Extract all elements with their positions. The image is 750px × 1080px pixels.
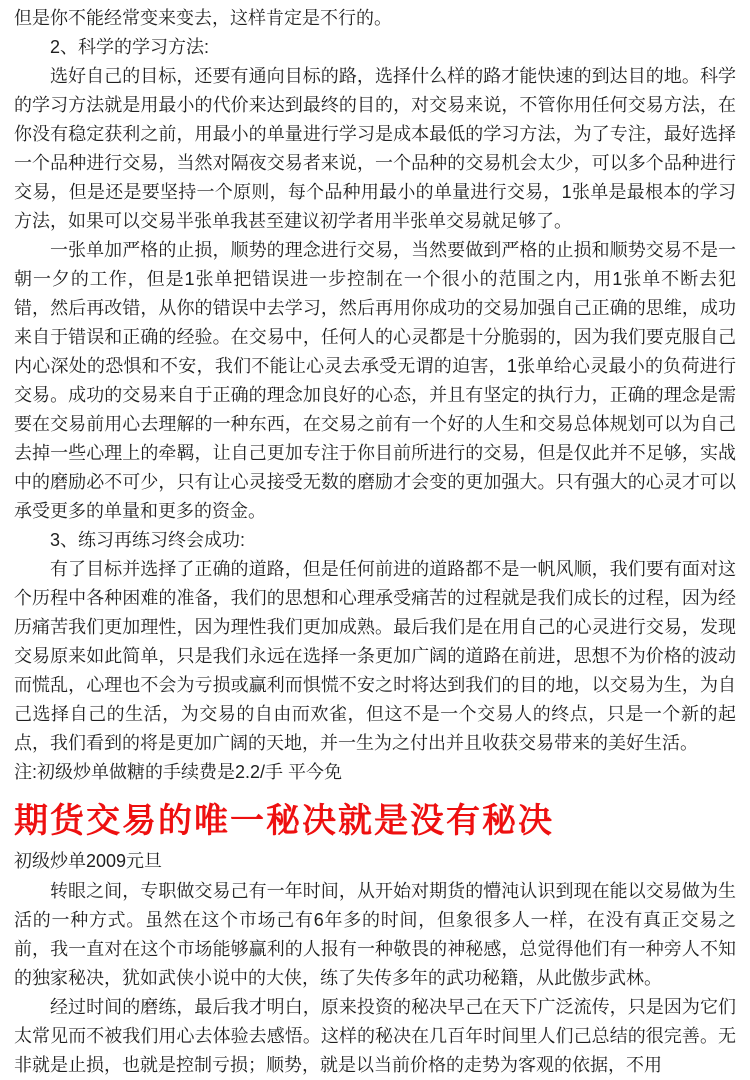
paragraph-continuation: 但是你不能经常变来变去，这样肯定是不行的。 <box>14 8 392 28</box>
paragraph-practice-success: 有了目标并选择了正确的道路，但是任何前进的道路都不是一帆风顺，我们要有面对这个历程中各种困难的准备，我们的思想和心理承受痛苦的过程就是我们成长的过程，因为经历痛苦我们更加理性，因为理性我们更加成熟。最后我们是在用自己的心灵进行交易，发现交易原来如此简单，只是我们永远在选择一条更加广阔的道路在前进，思想不为价格的波动而慌乱，心理也不会为亏损或赢利而惧慌不安之时将达到我们的目的地，以交易为生，为自己选择自己的生活，为交易的自由而欢雀，但这不是一个交易人的终点，只是一个新的起点，我们看到的将是更加广阔的天地，并一生为之付出并且收获交易带来的美好生活。 <box>14 559 736 753</box>
article-byline: 初级炒单2009元旦 <box>14 851 163 871</box>
note-commission-fee: 注:初级炒单做糖的手续费是2.2/手 平今免 <box>14 762 343 782</box>
paragraph-learning-method: 选好自己的目标，还要有通向目标的路，选择什么样的路才能快速的到达目的地。科学的学习方法就是用最小的代价来达到最终的目的，对交易来说，不管你用任何交易方法，在你没有稳定获利之前，用最小的单量进行学习是成本最低的学习方法，为了专注，最好选择一个品种进行交易，当然对隔夜交易者来说，一个品种的交易机会太少，可以多个品种进行交易，但是还是要坚持一个原则，每个品种用最小的单量进行交易，1张单是最根本的学习方法，如果可以交易半张单我甚至建议初学者用半张单交易就足够了。 <box>14 66 736 231</box>
paragraph-one-lot-trading: 一张单加严格的止损，顺势的理念进行交易，当然要做到严格的止损和顺势交易不是一朝一夕的工作，但是1张单把错误进一步控制在一个很小的范围之内，用1张单不断去犯错，然后再改错，从你的错误中去学习，然后再用你成功的交易加强自己正确的思维，成功来自于错误和正确的经验。在交易中，任何人的心灵都是十分脆弱的，因为我们要克服自己内心深处的恐惧和不安，我们不能让心灵去承受无谓的迫害，1张单给心灵最小的负荷进行交易。成功的交易来自于正确的理念加良好的心态，并且有坚定的执行力，正确的理念是需要在交易前用心去理解的一种东西，在交易之前有一个好的人生和交易总体规划可以为自己去掉一些心理上的牵羁，让自己更加专注于你目前所进行的交易，但是仅此并不足够，实战中的磨励必不可少，只有让心灵接受无数的磨励才会变的更加强大。只有强大的心灵才可以承受更多的单量和更多的资金。 <box>14 240 736 521</box>
section-heading-2: 2、科学的学习方法: <box>50 37 210 57</box>
article-headline: 期货交易的唯一秘决就是没有秘决 <box>14 802 554 840</box>
paragraph-reflection-first: 转眼之间，专职做交易己有一年时间，从开始对期货的懵沌认识到现在能以交易做为生活的一种方式。虽然在这个市场己有6年多的时间，但象很多人一样，在没有真正交易之前，我一直对在这个市场能够赢利的人报有一种敬畏的神秘感，总觉得他们有一种旁人不知的独家秘决，犹如武侠小说中的大侠，练了失传多年的武功秘籍，从此傲步武林。 <box>14 881 736 988</box>
section-heading-3: 3、练习再练习终会成功: <box>50 530 246 550</box>
paragraph-reflection-second: 经过时间的磨练，最后我才明白，原来投资的秘决早己在天下广泛流传，只是因为它们太常见而不被我们用心去体验去感悟。这样的秘决在几百年时间里人们己总结的很完善。无非就是止损，也就是控制亏损；顺势，就是以当前价格的走势为客观的依据，不用 <box>14 997 736 1075</box>
